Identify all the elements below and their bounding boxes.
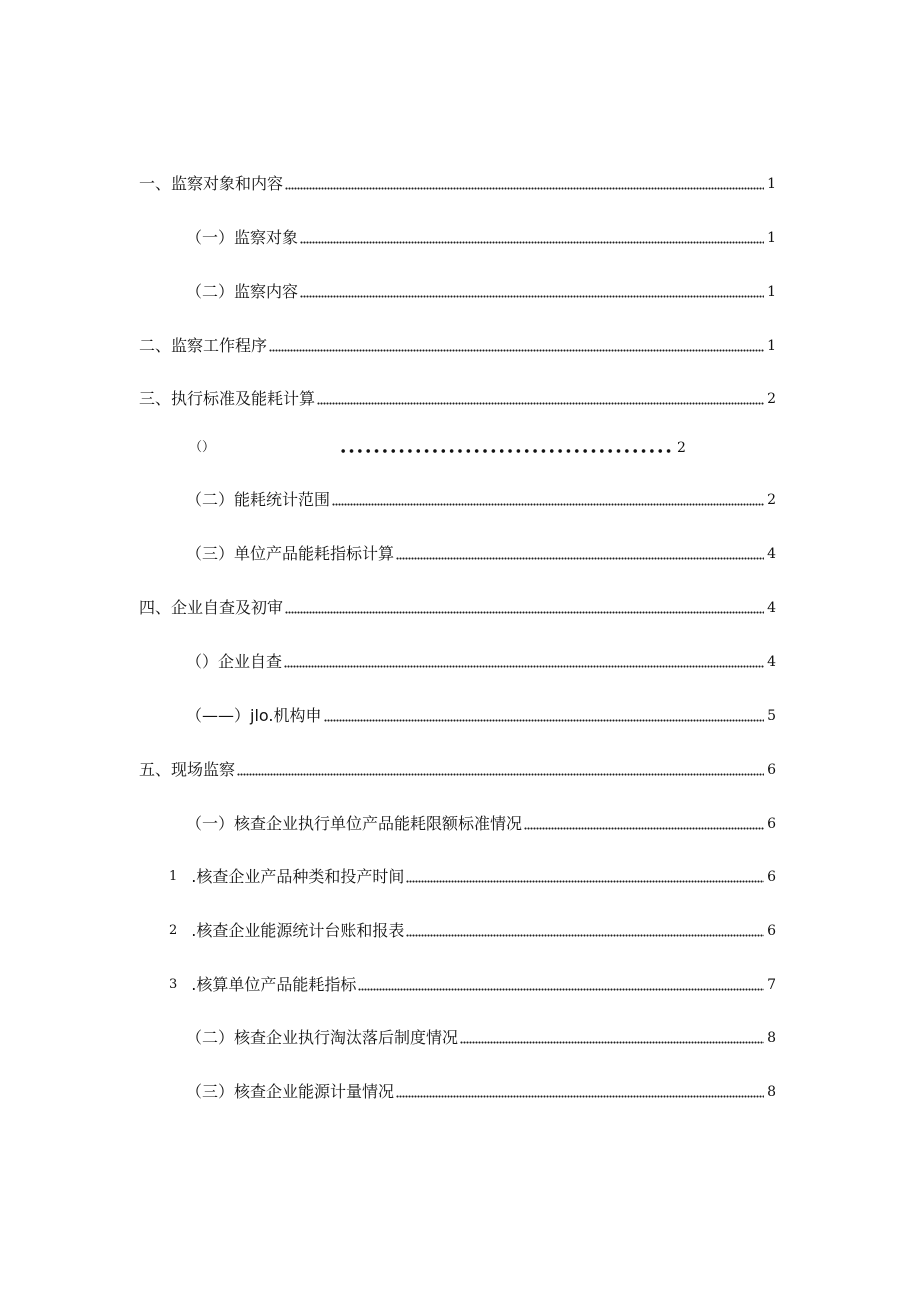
toc-entry-page: 4 xyxy=(767,546,776,562)
dot-leader xyxy=(284,654,764,668)
toc-entry-title: .核算单位产品能耗指标 xyxy=(191,975,357,994)
toc-entry-page: 4 xyxy=(767,654,776,670)
toc-entry-page: 8 xyxy=(767,1084,776,1100)
toc-entry xyxy=(139,594,776,618)
toc-entry-page: 1 xyxy=(767,284,776,300)
toc-entry-title: （）企业自查 xyxy=(186,652,283,671)
toc-entry xyxy=(169,863,776,887)
toc-entry xyxy=(139,332,776,356)
dot-leader xyxy=(300,230,764,244)
dot-leader xyxy=(396,546,764,560)
dot-leader xyxy=(237,762,764,776)
toc-entry-page: 2 xyxy=(677,440,686,456)
toc-entry-page: 4 xyxy=(767,600,776,616)
dot-leader xyxy=(406,869,764,883)
toc-entry xyxy=(186,702,776,726)
toc-entry-page: 1 xyxy=(767,230,776,246)
toc-entry-title: 三、执行标准及能耗计算 xyxy=(139,389,316,408)
dot-leader xyxy=(460,1030,764,1044)
toc-entry-page: 6 xyxy=(767,923,776,939)
toc-entry-title: （二）能耗统计范围 xyxy=(186,490,331,509)
toc-entry-page: 6 xyxy=(767,869,776,885)
toc-entry-title: （） xyxy=(189,440,216,455)
toc-entry-page: 7 xyxy=(767,977,776,993)
toc-entry-title: （二）核查企业执行淘汰落后制度情况 xyxy=(186,1028,459,1047)
toc-entry-page: 2 xyxy=(767,391,776,407)
toc-entry-title: 四、企业自查及初审 xyxy=(139,598,284,617)
toc-entry xyxy=(169,971,776,995)
dot-leader xyxy=(285,600,764,614)
toc-entry-title: （——）jlo.机构申 xyxy=(186,706,322,725)
toc-entry-page: 8 xyxy=(767,1030,776,1046)
toc-entry-number: 3 xyxy=(169,977,178,992)
dot-leader xyxy=(332,492,764,506)
dot-leader xyxy=(324,708,765,722)
toc-entry xyxy=(186,278,776,302)
toc-entry-page: 5 xyxy=(767,708,776,724)
dot-leader xyxy=(269,338,764,352)
toc-entry-title: 五、现场监察 xyxy=(139,760,236,779)
dot-leader xyxy=(285,176,764,190)
dot-leader xyxy=(339,440,673,454)
toc-entry xyxy=(139,170,776,194)
dot-leader xyxy=(358,977,764,991)
toc-entry-page: 6 xyxy=(767,762,776,778)
toc-entry-page: 2 xyxy=(767,492,776,508)
toc-entry xyxy=(169,917,776,941)
toc-entry-number: 1 xyxy=(169,869,178,884)
toc-entry xyxy=(186,810,776,834)
toc-entry-title: （一）核查企业执行单位产品能耗限额标准情况 xyxy=(186,814,523,833)
toc-entry-title: （一）监察对象 xyxy=(186,228,299,247)
dot-leader xyxy=(317,391,764,405)
dot-leader xyxy=(406,923,764,937)
toc-entry-page: 1 xyxy=(767,338,776,354)
toc-entry-number: 2 xyxy=(169,923,178,938)
toc-entry-title: （三）单位产品能耗指标计算 xyxy=(186,544,395,563)
dot-leader xyxy=(524,816,764,830)
toc-entry xyxy=(139,756,776,780)
toc-entry xyxy=(186,1078,776,1102)
dot-leader xyxy=(300,284,764,298)
toc-entry-title: 二、监察工作程序 xyxy=(139,336,268,355)
toc-entry xyxy=(186,540,776,564)
toc-entry xyxy=(186,224,776,248)
toc-entry xyxy=(189,434,689,458)
toc-entry-title: .核查企业产品种类和投产时间 xyxy=(191,867,405,886)
dot-leader xyxy=(396,1084,764,1098)
toc-entry xyxy=(186,648,776,672)
toc-entry xyxy=(139,385,776,409)
toc-entry-page: 1 xyxy=(767,176,776,192)
toc-entry-title: （二）监察内容 xyxy=(186,282,299,301)
toc-entry xyxy=(186,486,776,510)
toc-entry xyxy=(186,1024,776,1048)
toc-entry-title: （三）核查企业能源计量情况 xyxy=(186,1082,395,1101)
toc-entry-page: 6 xyxy=(767,816,776,832)
toc-entry-title: .核查企业能源统计台账和报表 xyxy=(191,921,405,940)
toc-entry-title: 一、监察对象和内容 xyxy=(139,174,284,193)
